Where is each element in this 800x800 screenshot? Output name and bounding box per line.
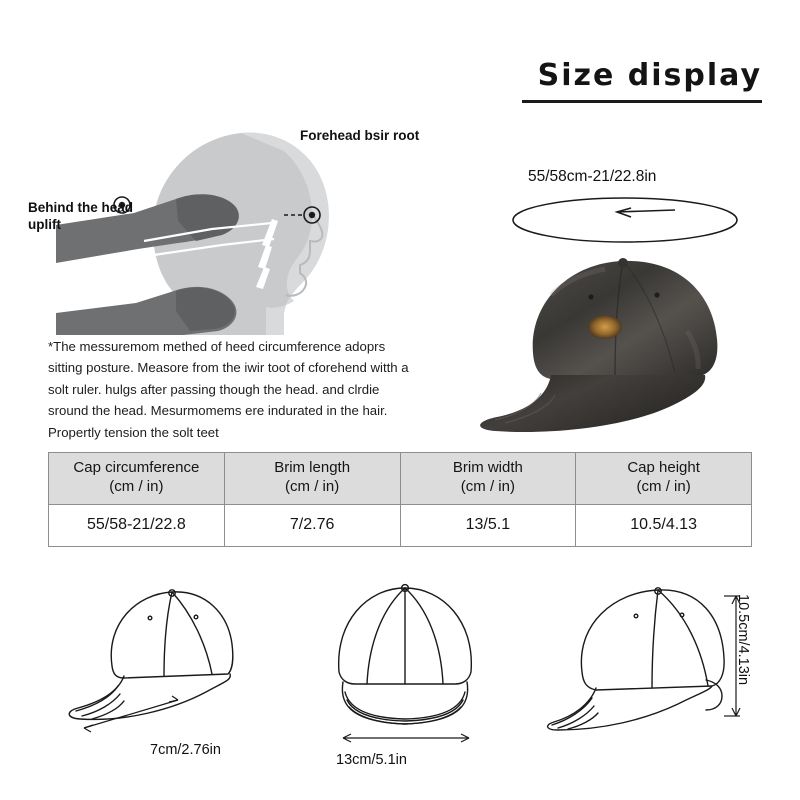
header-cap-height-line1: Cap height [627, 459, 700, 476]
value-cap-height: 10.5/4.13 [576, 504, 752, 546]
measurement-note: *The messuremom methed of heed circumference adoprs sitting posture. Measore from the iwir toot of cforehend witth a solt ruler. hulgs after passing though the head. and clrdie sround the head. Mesurmomems ere indurated in the hair. Propertly tension the solt teet [48, 339, 409, 440]
cap-crown [533, 261, 718, 379]
cap-brim [480, 375, 705, 432]
circumference-label: 55/58cm-21/22.8in [528, 168, 657, 185]
header-cap-circumference-line1: Cap circumference [73, 459, 200, 476]
header-brim-length [224, 453, 400, 505]
value-brim-length: 7/2.76 [224, 504, 400, 546]
spec-table [48, 452, 752, 547]
hat-photo [455, 235, 765, 435]
header-cap-height-unit: (cm / in) [636, 477, 691, 495]
value-brim-width: 13/5.1 [400, 504, 576, 546]
table-header-row [49, 453, 752, 505]
cap-front-view-diagram [305, 566, 505, 751]
hat-photo-svg [455, 235, 765, 435]
header-cap-circumference [49, 453, 225, 505]
cap-height-dimension-label: 10.5cm/4.13in [735, 594, 751, 686]
behind-head-label: Behind the head uplift [28, 200, 134, 232]
value-cap-circumference: 55/58-21/22.8 [49, 504, 225, 546]
page-title: Size display [537, 58, 762, 93]
header-brim-width-unit: (cm / in) [460, 477, 515, 495]
marker-dot-forehead [309, 212, 315, 218]
header-brim-width-line1: Brim width [452, 459, 523, 476]
header-brim-length-unit: (cm / in) [285, 477, 340, 495]
header-cap-height [576, 453, 752, 505]
title-underline [522, 100, 762, 103]
brim-width-dimension-label: 13cm/5.1in [336, 752, 407, 768]
header-brim-length-line1: Brim length [274, 459, 351, 476]
brim-length-dimension-label: 7cm/2.76in [150, 742, 221, 758]
cap-logo [588, 315, 622, 339]
forehead-label: Forehead bsir root [300, 128, 420, 143]
title-block [522, 58, 762, 103]
header-cap-circumference-unit: (cm / in) [109, 477, 164, 495]
table-row [49, 504, 752, 546]
header-brim-width [400, 453, 576, 505]
cap-side-view-diagram [60, 570, 250, 740]
cap-angled-view-diagram [540, 570, 755, 745]
